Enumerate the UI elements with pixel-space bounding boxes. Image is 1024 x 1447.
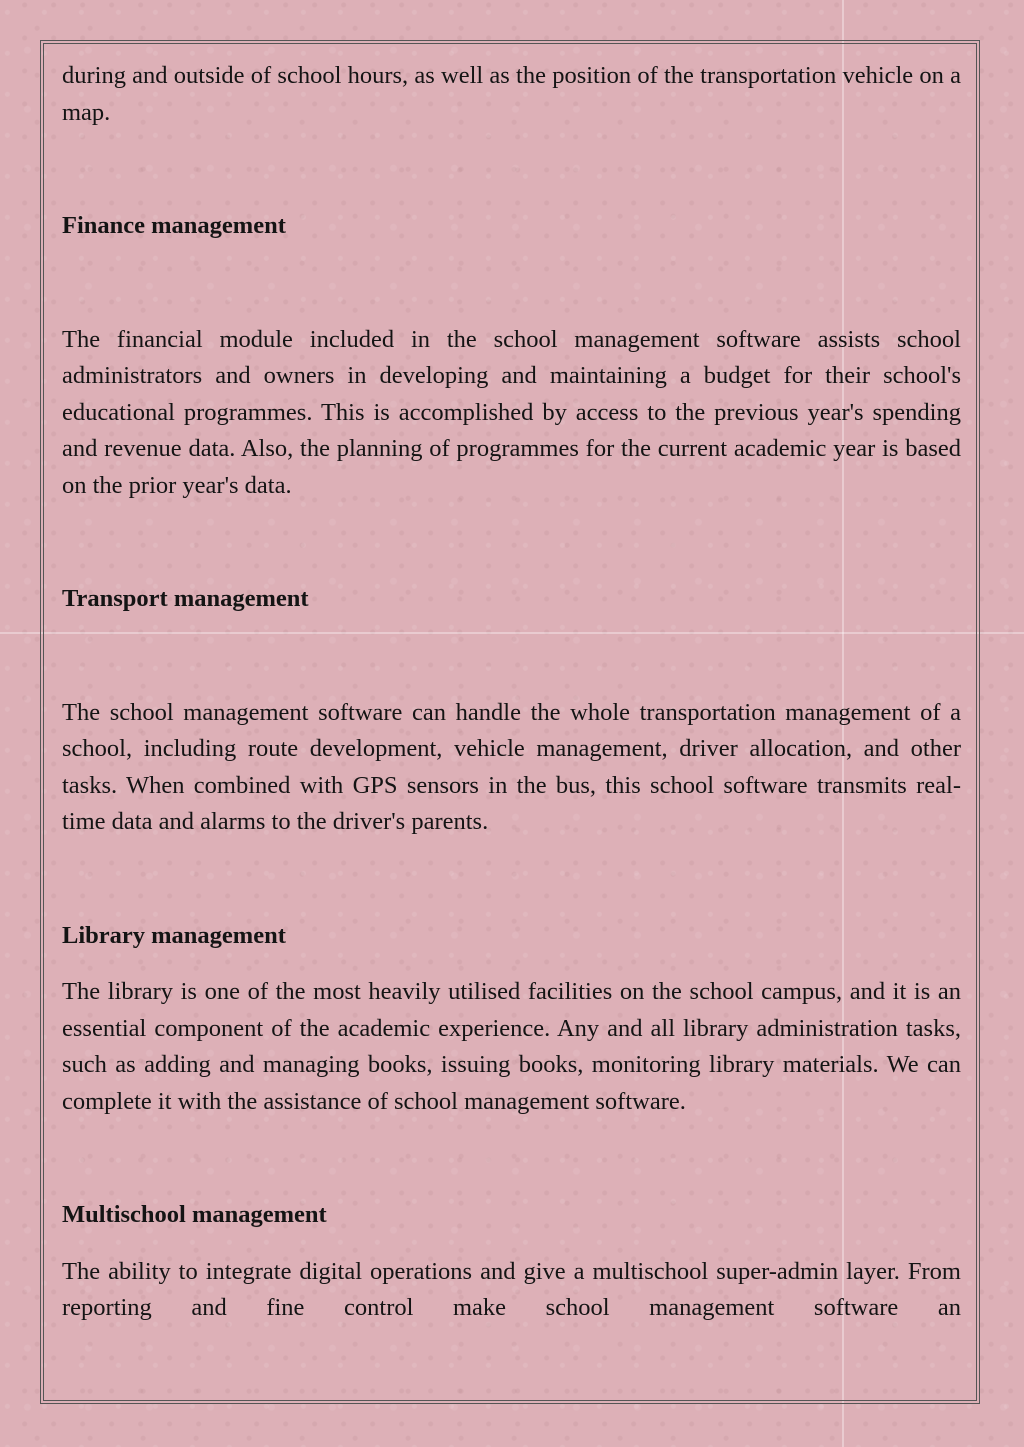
- intro-paragraph: during and outside of school hours, as well as the position of the transportation vehicle on a map.: [62, 62, 961, 126]
- section-body-finance: The financial module included in the school management software assists school administrators and owners in developing and maintaining a budget for their school's educational programmes. This is accomplished by access to the previous year's spending and revenue data. Also, the planning of programmes for the current academic year is based on the prior year's data.: [62, 325, 961, 499]
- section-heading-multischool: Multischool management: [62, 1201, 327, 1228]
- section-heading-library: Library management: [62, 921, 286, 949]
- section-heading-finance: Finance management: [62, 212, 286, 239]
- section-body-transport: The school management software can handle the whole transportation management of a school, including route development, vehicle management, driver allocation, and other tasks. When combined with GPS sensors in the bus, this school software transmits real-time data and alarms to the driver's parents.: [62, 698, 961, 835]
- document-body: [62, 58, 961, 1327]
- section-heading-transport: Transport management: [62, 585, 309, 612]
- section-body-library: The library is one of the most heavily utilised facilities on the school campus, and it is an essential component of the academic experience. Any and all library administration tasks, such as adding and managing books, issuing books, monitoring library materials. We can complete it with the assistance of school management software.: [62, 978, 961, 1115]
- section-body-multischool: The ability to integrate digital operations and give a multischool super-admin layer. From reporting and fine control make school management software an: [62, 1257, 961, 1321]
